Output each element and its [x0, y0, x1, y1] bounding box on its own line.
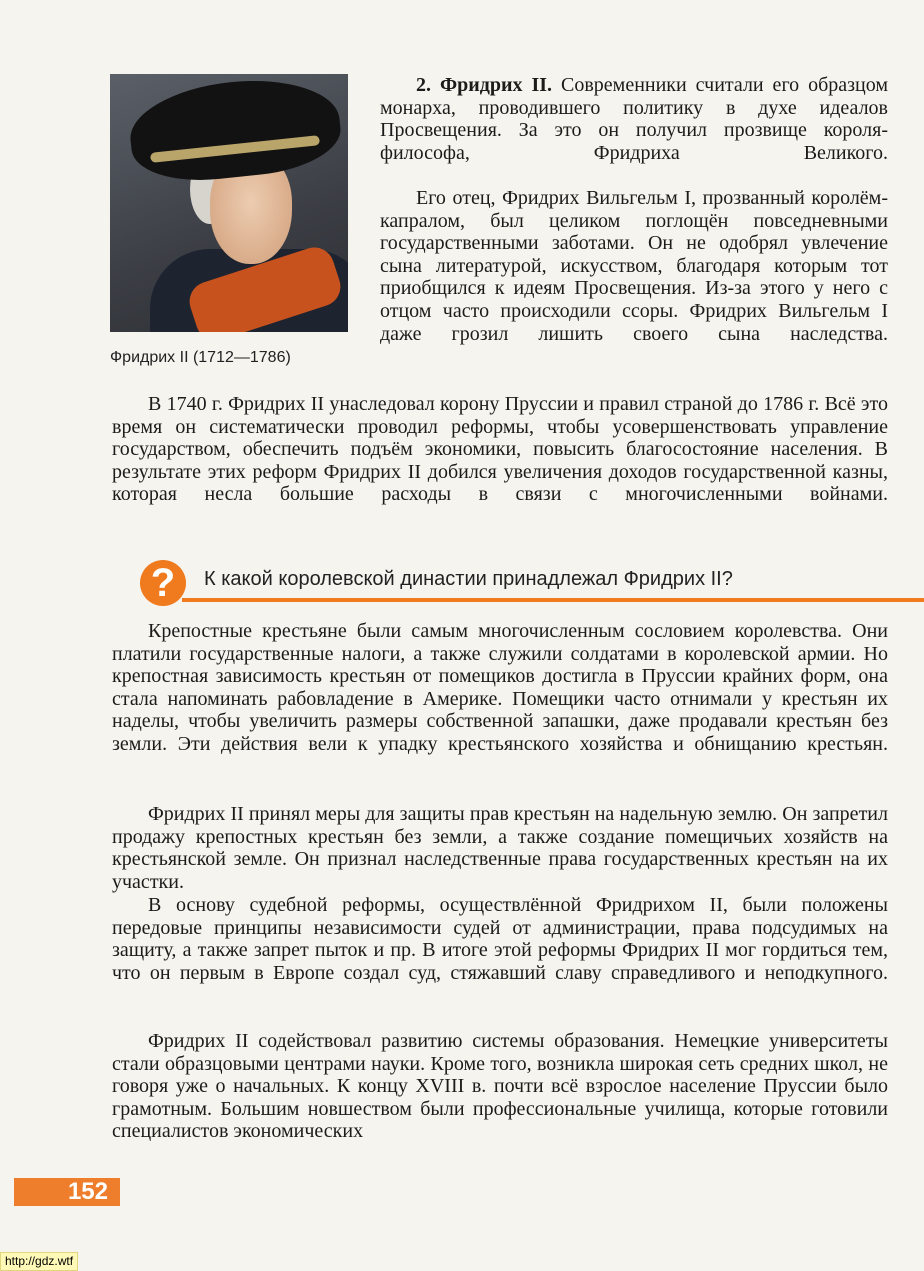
paragraph-1-text: Современники считали его образцом монарха, проводившего политику в духе идеалов Просвещения. За это он получил прозвище короля-философа, Фридриха Великого.	[380, 74, 889, 164]
paragraph-2: Его отец, Фридрих Вильгельм I, прозванный королём-капралом, был целиком поглощён повседневными государственными заботами. Он не одобрял увлечение сына литературой, искусством, благодаря которым тот приобщился к идеям Просвещения. Из-за этого у него с отцом часто происходили ссоры. Фридрих Вильгельм I даже грозил лишить своего сына наследства.	[380, 187, 888, 345]
paragraph-6: В основу судебной реформы, осуществлённой Фридрихом II, были положены передовые принципы независимости судей от администрации, права подсудимых на защиту, а также запрет пыток и пр. В итоге этой реформы Фридрих II мог гордиться тем, что он первым в Европе создал суд, стяжавший славу справедливого и неподкупного.	[112, 894, 888, 984]
paragraph-heading	[380, 74, 888, 164]
portrait-caption: Фридрих II (1712—1786)	[110, 349, 291, 366]
paragraph-7: Фридрих II содействовал развитию системы образования. Немецкие университеты стали образцовыми центрами науки. Кроме того, возникла широкая сеть средних школ, не говоря уже о начальных. К концу XVIII в. почти всё взрослое население Пруссии было грамотным. Большим новшеством были профессиональные училища, которые готовили специалистов экономических	[112, 1030, 888, 1143]
question-mark-icon: ?	[140, 560, 186, 606]
question-underline	[182, 598, 924, 602]
paragraph-3: В 1740 г. Фридрих II унаследовал корону Пруссии и правил страной до 1786 г. Всё это время он систематически проводил реформы, чтобы усовершенствовать управление государством, обеспечить подъём экономики, повысить благосостояние населения. В результате этих реформ Фридрих II добился увеличения доходов государственной казны, которая несла большие расходы в связи с многочисленными войнами.	[112, 393, 888, 506]
section-heading: 2. Фридрих II.	[416, 74, 553, 96]
paragraph-5: Фридрих II принял меры для защиты прав крестьян на надельную землю. Он запретил продажу крепостных крестьян без земли, а также создание помещичьих хозяйств на крестьянской земле. Он признал наследственные права государственных крестьян на их участки.	[112, 803, 888, 893]
page-number: 152	[14, 1178, 120, 1206]
watermark-link[interactable]: http://gdz.wtf	[0, 1252, 78, 1271]
question-box	[140, 558, 924, 610]
question-text: К какой королевской династии принадлежал Фридрих II?	[204, 568, 733, 590]
paragraph-4: Крепостные крестьяне были самым многочисленным сословием королевства. Они платили государственные налоги, а также служили солдатами в королевской армии. Но крепостная зависимость крестьян от помещиков достигла в Пруссии крайних форм, она стала напоминать рабовладение в Америке. Помещики часто отнимали у крестьян их наделы, чтобы увеличить размеры собственной запашки, даже продавали крестьян без земли. Эти действия вели к упадку крестьянского хозяйства и обнищанию крестьян.	[112, 620, 888, 755]
portrait-frederick-ii	[110, 74, 348, 332]
